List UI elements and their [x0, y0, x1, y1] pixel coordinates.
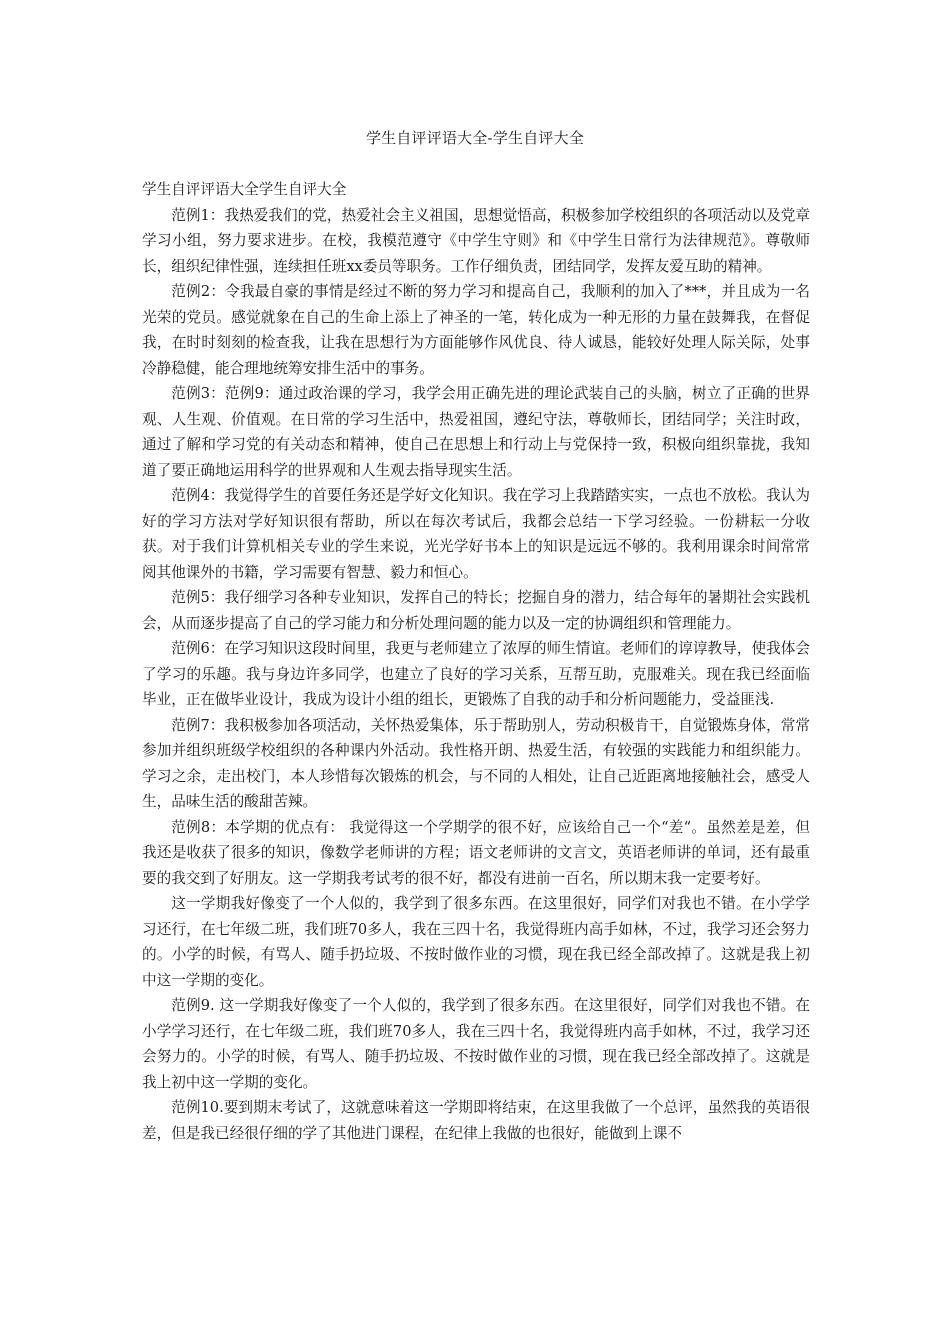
paragraph-example-4: 范例4：我觉得学生的首要任务还是学好文化知识。我在学习上我踏踏实实，一点也不放松。我认为好的学习方法对学好知识很有帮助，所以在每次考试后，我都会总结一下学习经验。一份耕耘一分收获。对于我们计算机相关专业的学生来说，光光学好书本上的知识是远远不够的。我利用课余时间常常阅其他课外的书籍，学习需要有智慧、毅力和恒心。 [142, 487, 810, 581]
document-subtitle: 学生自评评语大全学生自评大全 [142, 181, 347, 198]
document-body [142, 177, 810, 1146]
paragraph-example-6: 范例6：在学习知识这段时间里，我更与老师建立了浓厚的师生情谊。老师们的谆谆教导，使我体会了学习的乐趣。我与身边许多同学，也建立了良好的学习关系，互帮互助，克服难关。现在我已经面临毕业，正在做毕业设计，我成为设计小组的组长，更锻炼了自我的动手和分析问题能力，受益匪浅. [142, 640, 810, 708]
document-title: 学生自评评语大全-学生自评大全 [365, 129, 585, 147]
paragraph-example-2: 范例2：令我最自豪的事情是经过不断的努力学习和提高自己，我顺利的加入了***，并且成为一名光荣的党员。感觉就象在自己的生命上添上了神圣的一笔，转化成为一种无形的力量在鼓舞我，在督促我，在时时刻刻的检查我，让我在思想行为方面能够作风优良、待人诚恳，能较好处理人际关际，处事冷静稳健，能合理地统筹安排生活中的事务。 [142, 283, 810, 377]
paragraph-example-10: 范例10.要到期末考试了，这就意味着这一学期即将结束，在这里我做了一个总评，虽然我的英语很差，但是我已经很仔细的学了其他进门课程，在纪律上我做的也很好，能做到上课不 [142, 1099, 810, 1142]
paragraph-example-1: 范例1：我热爱我们的党，热爱社会主义祖国，思想觉悟高，积极参加学校组织的各项活动以及党章学习小组，努力要求进步。在校，我模范遵守《中学生守则》和《中学生日常行为法律规范》。尊敬师长，组织纪律性强，连续担任班xx委员等职务。工作仔细负责，团结同学，发挥友爱互助的精神。 [142, 206, 810, 275]
paragraph-semester-change: 这一学期我好像变了一个人似的，我学到了很多东西。在这里很好，同学们对我也不错。在小学学习还行，在七年级二班，我们班70多人，我在三四十名，我觉得班内高手如林，不过，我学习还会努力的。小学的时候，有骂人、随手扔垃圾、不按时做作业的习惯，现在我已经全部改掉了。这就是我上初中这一学期的变化。 [142, 895, 810, 989]
paragraph-example-8: 范例8：本学期的优点有： 我觉得这一个学期学的很不好，应该给自己一个“差“。虽然差是差，但我还是收获了很多的知识，像数学老师讲的方程；语文老师讲的文言文，英语老师讲的单词，还有最重要的我交到了好朋友。这一学期我考试考的很不好，都没有进前一百名，所以期末我一定要考好。 [142, 818, 810, 887]
paragraph-example-9: 范例9. 这一学期我好像变了一个人似的，我学到了很多东西。在这里很好，同学们对我也不错。在小学学习还行，在七年级二班，我们班70多人，我在三四十名，我觉得班内高手如林，不过，我学习还会努力的。小学的时候，有骂人、随手扔垃圾、不按时做作业的习惯，现在我已经全部改掉了。这就是我上初中这一学期的变化。 [142, 997, 810, 1091]
paragraph-example-3: 范例3：范例9：通过政治课的学习，我学会用正确先进的理论武装自己的头脑，树立了正确的世界观、人生观、价值观。在日常的学习生活中，热爱祖国，遵纪守法，尊敬师长，团结同学；关注时政，通过了解和学习党的有关动态和精神，使自己在思想上和行动上与党保持一致，积极向组织靠拢，我知道了要正确地运用科学的世界观和人生观去指导现实生活。 [142, 385, 810, 479]
paragraph-example-5: 范例5：我仔细学习各种专业知识，发挥自己的特长；挖掘自身的潜力，结合每年的暑期社会实践机会，从而逐步提高了自己的学习能力和分析处理问题的能力以及一定的协调组织和管理能力。 [142, 589, 810, 632]
paragraph-example-7: 范例7：我积极参加各项活动，关怀热爱集体，乐于帮助别人，劳动积极肯干，自觉锻炼身体，常常参加并组织班级学校组织的各种课内外活动。我性格开朗、热爱生活，有较强的实践能力和组织能力。学习之余，走出校门，本人珍惜每次锻炼的机会，与不同的人相处，让自己近距离地接触社会，感受人生，品味生活的酸甜苦辣。 [142, 716, 810, 810]
